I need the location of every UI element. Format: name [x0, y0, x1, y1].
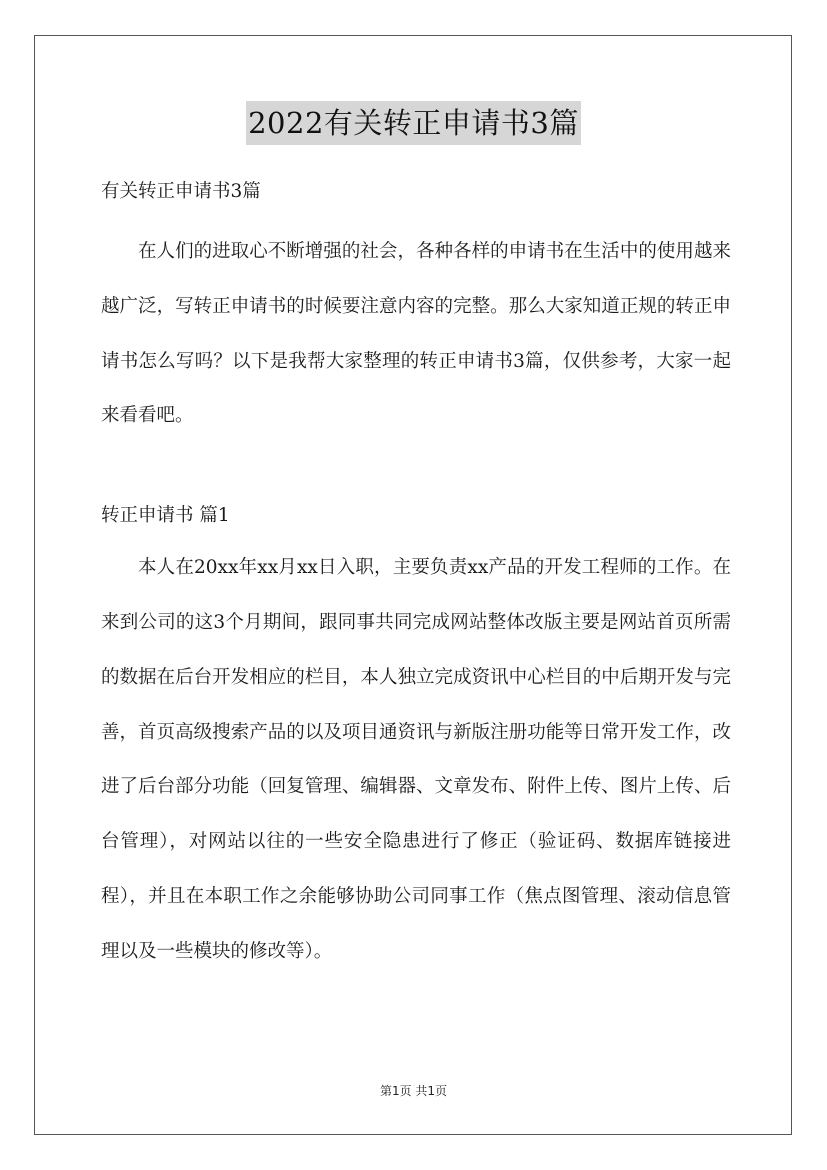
document-body	[101, 170, 731, 980]
document-subtitle: 有关转正申请书3篇	[101, 181, 261, 202]
title-container	[0, 101, 827, 145]
document-title: 2022有关转正申请书3篇	[246, 101, 581, 145]
section-heading: 转正申请书 篇1	[101, 505, 230, 527]
section-paragraph: 本人在20xx年xx月xx日入职，主要负责xx产品的开发工程师的工作。在来到公司的这3个月期间，跟同事共同完成网站整体改版主要是网站首页所需的数据在后台开发相应的栏目，本人独立完成资讯中心栏目的中后期开发与完善，首页高级搜索产品的以及项目通资讯与新版注册功能等日常开发工作，改进了后台部分功能（回复管理、编辑器、文章发布、附件上传、图片上传、后台管理），对网站以往的一些安全隐患进行了修正（验证码、数据库链接进程），并且在本职工作之余能够协助公司同事工作（焦点图管理、滚动信息管理以及一些模块的修改等）。	[101, 557, 731, 962]
page-footer: 第1页 共1页	[379, 1084, 448, 1098]
intro-paragraph: 在人们的进取心不断增强的社会，各种各样的申请书在生活中的使用越来越广泛，写转正申请书的时候要注意内容的完整。那么大家知道正规的转正申请书怎么写吗？以下是我帮大家整理的转正申请书3篇，仅供参考，大家一起来看看吧。	[101, 241, 731, 427]
